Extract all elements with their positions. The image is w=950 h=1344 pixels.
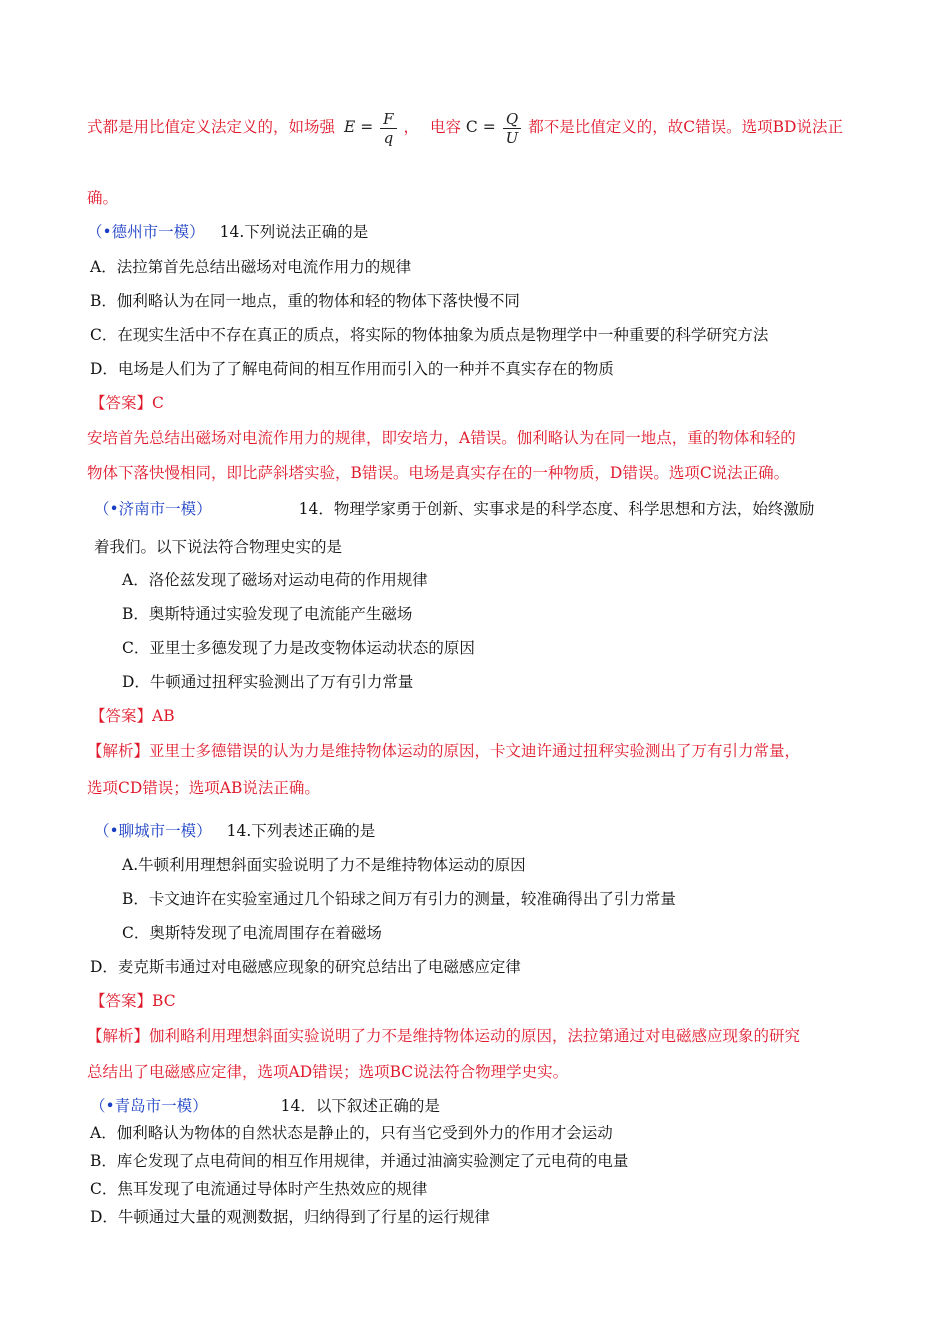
fraction-numerator-q: Q — [505, 109, 519, 128]
q1-answer-value: C — [152, 394, 164, 412]
q1-explain-line-1: 安培首先总结出磁场对电流作用力的规律，即安培力，A错误。伽利略认为在同一地点，重的物体和轻的 — [87, 429, 796, 447]
q4-header — [90, 1096, 440, 1116]
q2-explain-line-2: 选项CD错误；选项AB说法正确。 — [87, 779, 320, 797]
q3-source: （•聊城市一模） — [94, 822, 212, 840]
q3-header — [94, 821, 375, 841]
q1-option-d: D．电场是人们为了了解电荷间的相互作用而引入的一种并不真实存在的物质 — [90, 360, 614, 378]
intro-separator: ， — [403, 118, 420, 136]
q1-option-a: A．法拉第首先总结出磁场对电流作用力的规律 — [90, 258, 412, 276]
q1-answer — [90, 393, 164, 413]
q1-explain-line-2: 物体下落快慢相同，即比萨斜塔实验，B错误。电场是真实存在的一种物质，D错误。选项C说法正确。 — [87, 464, 790, 482]
fraction-denominator-u: U — [503, 128, 522, 147]
q2-explain-line-1 — [87, 741, 800, 761]
fraction-numerator-f: F — [383, 109, 394, 128]
q3-answer-label: 【答案】 — [90, 992, 153, 1010]
intro-text-part2: 都不是比值定义的，故C错误。选项BD说法正 — [528, 118, 843, 136]
q3-explain-line-1 — [87, 1026, 800, 1046]
q2-source: （•济南市一模） — [94, 500, 212, 518]
q4-option-c: C．焦耳发现了电流通过导体时产生热效应的规律 — [90, 1180, 428, 1198]
q2-answer — [90, 706, 175, 726]
q1-source: （•德州市一模） — [87, 223, 205, 241]
q2-option-b: B．奥斯特通过实验发现了电流能产生磁场 — [122, 605, 413, 623]
capacitance-symbol: C — [465, 118, 478, 136]
intro-text-part1: 式都是用比值定义法定义的，如场强 — [87, 118, 336, 136]
q1-option-c: C．在现实生活中不存在真正的质点，将实际的物体抽象为质点是物理学中一种重要的科学研究方法 — [90, 326, 769, 344]
equals-sign-c: = — [482, 118, 496, 136]
q2-answer-label: 【答案】 — [90, 707, 153, 725]
q4-option-a: A．伽利略认为物体的自然状态是静止的，只有当它受到外力的作用才会运动 — [90, 1124, 613, 1142]
q4-stem: 14．以下叙述正确的是 — [280, 1097, 440, 1115]
q4-source: （•青岛市一模） — [90, 1097, 208, 1115]
q3-stem: 14.下列表述正确的是 — [226, 822, 376, 840]
q3-explain-label: 【解析】 — [87, 1027, 150, 1045]
q4-option-b: B．库仑发现了点电荷间的相互作用规律，并通过油滴实验测定了元电荷的电量 — [90, 1152, 629, 1170]
q2-option-d: D．牛顿通过扭秤实验测出了万有引力常量 — [122, 673, 414, 691]
capacitance-label: 电容 — [429, 118, 461, 136]
q3-option-d: D．麦克斯韦通过对电磁感应现象的研究总结出了电磁感应定律 — [90, 958, 521, 976]
q1-stem: 14.下列说法正确的是 — [219, 223, 369, 241]
capacitance-fraction — [503, 110, 522, 147]
q2-option-c: C．亚里士多德发现了力是改变物体运动状态的原因 — [122, 639, 475, 657]
q3-answer — [90, 991, 176, 1011]
field-strength-symbol: E — [343, 118, 356, 136]
q3-explain-text-1: 伽利略利用理想斜面实验说明了力不是维持物体运动的原因，法拉第通过对电磁感应现象的研究 — [149, 1027, 801, 1045]
q3-option-b: B．卡文迪许在实验室通过几个铅球之间万有引力的测量，较准确得出了引力常量 — [122, 890, 676, 908]
q3-explain-line-2: 总结出了电磁感应定律，选项AD错误；选项BC说法符合物理学史实。 — [87, 1063, 569, 1081]
fraction-denominator-q: q — [380, 128, 396, 147]
q2-answer-value: AB — [152, 707, 175, 725]
intro-line-1 — [87, 108, 843, 147]
q2-explain-label: 【解析】 — [87, 742, 150, 760]
q4-option-d: D．牛顿通过大量的观测数据，归纳得到了行星的运行规律 — [90, 1208, 490, 1226]
q1-answer-label: 【答案】 — [90, 394, 153, 412]
q2-header — [94, 499, 814, 519]
q3-answer-value: BC — [152, 992, 176, 1010]
q1-header — [87, 222, 368, 242]
q1-option-b: B．伽利略认为在同一地点，重的物体和轻的物体下落快慢不同 — [90, 292, 520, 310]
q2-option-a: A．洛伦兹发现了磁场对运动电荷的作用规律 — [122, 571, 428, 589]
q2-stem-line-2: 着我们。以下说法符合物理史实的是 — [94, 538, 343, 556]
intro-line-2: 确。 — [87, 189, 119, 207]
q2-stem-line-1: 14．物理学家勇于创新、实事求是的科学态度、科学思想和方法，始终激励 — [298, 500, 815, 518]
q3-option-a: A.牛顿利用理想斜面实验说明了力不是维持物体运动的原因 — [122, 856, 526, 874]
field-strength-fraction — [380, 110, 396, 147]
q2-explain-text-1: 亚里士多德错误的认为力是维持物体运动的原因，卡文迪许通过扭秤实验测出了万有引力常量， — [149, 742, 801, 760]
q3-option-c: C．奥斯特发现了电流周围存在着磁场 — [122, 924, 382, 942]
equals-sign-e: = — [360, 118, 374, 136]
